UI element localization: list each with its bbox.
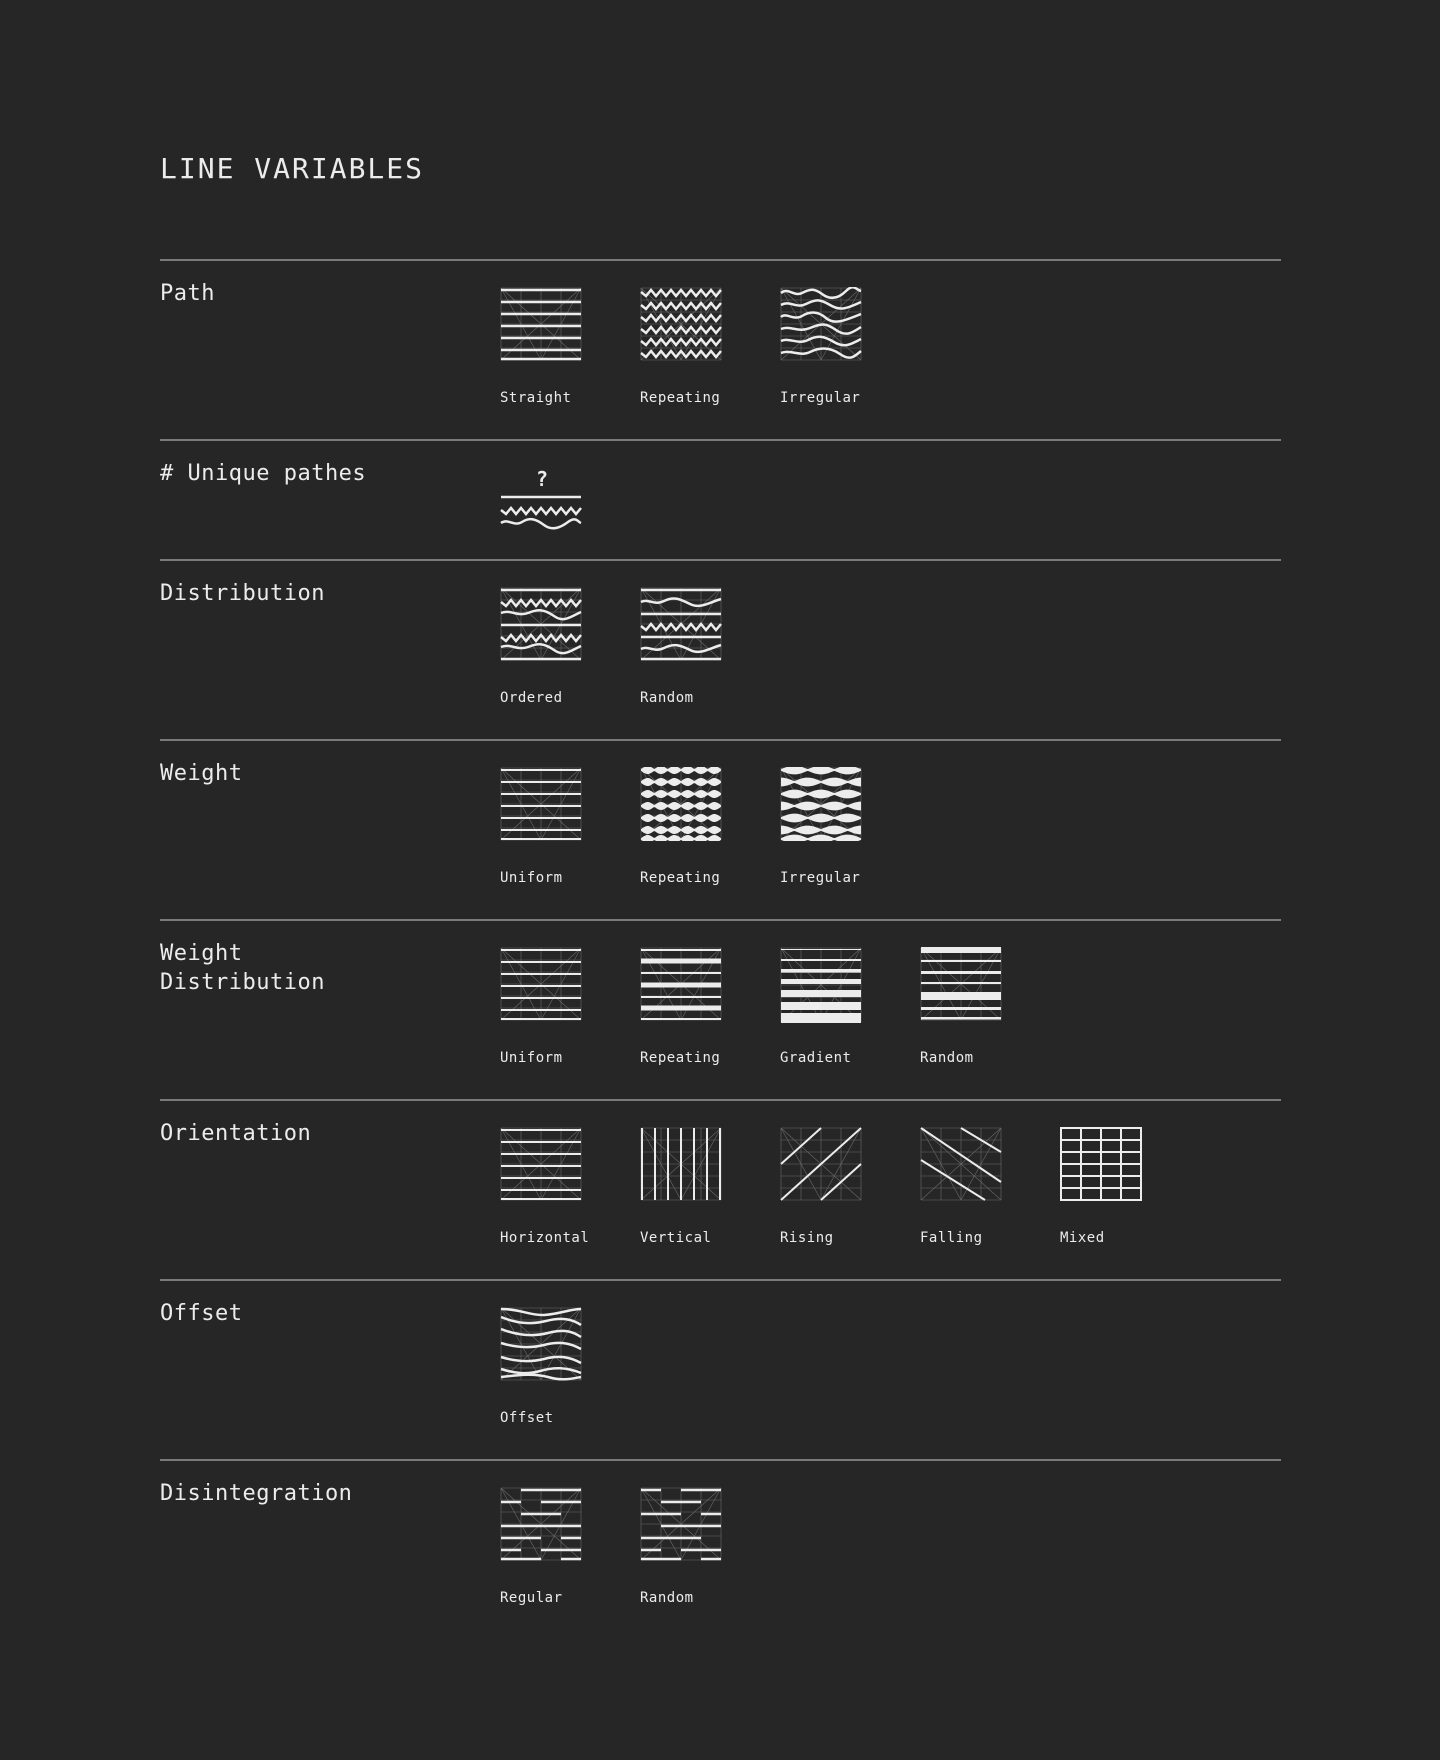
zigzag-lines-icon — [640, 287, 722, 361]
mixed-grid-icon — [1060, 1127, 1142, 1201]
variant-unique-pathes — [500, 463, 620, 533]
variant-label: Gradient — [780, 1050, 852, 1066]
regular-disintegration-icon — [500, 1487, 582, 1561]
variant-irregular — [780, 767, 900, 886]
row-distribution — [160, 559, 1281, 741]
row-label: Weight — [160, 761, 243, 786]
variant-label: Rising — [780, 1230, 834, 1246]
variant-label: Offset — [500, 1410, 554, 1426]
variant-regular — [500, 1487, 620, 1606]
variant-label: Regular — [500, 1590, 563, 1606]
variant-gradient — [780, 947, 900, 1066]
row-label: Path — [160, 281, 215, 306]
row-weight-distribution — [160, 919, 1281, 1101]
offset-wave-lines-icon — [500, 1307, 582, 1381]
variant-vertical — [640, 1127, 760, 1246]
rising-lines-icon — [780, 1127, 862, 1201]
uniform-weight-distribution-icon — [500, 947, 582, 1021]
vertical-lines-icon — [640, 1127, 722, 1201]
variant-horizontal — [500, 1127, 620, 1246]
row-label: Offset — [160, 1301, 243, 1326]
variant-repeating — [640, 947, 760, 1066]
variant-label: Repeating — [640, 1050, 721, 1066]
straight-lines-icon — [500, 287, 582, 361]
variant-label: Irregular — [780, 390, 861, 406]
row-label: Disintegration — [160, 1481, 353, 1506]
row-label: Weight Distribution — [160, 941, 325, 995]
variant-label: Falling — [920, 1230, 983, 1246]
variant-label: Uniform — [500, 870, 563, 886]
random-distribution-icon — [640, 587, 722, 661]
irregular-weight-icon — [780, 767, 862, 841]
repeating-weight-distribution-icon — [640, 947, 722, 1021]
variant-label: Ordered — [500, 690, 563, 706]
irregular-wave-lines-icon — [780, 287, 862, 361]
variant-label: Uniform — [500, 1050, 563, 1066]
variant-repeating — [640, 767, 760, 886]
question-mark: ? — [536, 467, 549, 491]
variant-repeating — [640, 287, 760, 406]
row-label: # Unique pathes — [160, 461, 367, 486]
row-path — [160, 259, 1281, 441]
row-unique-pathes — [160, 439, 1281, 561]
variant-random — [640, 1487, 760, 1606]
variant-rising — [780, 1127, 900, 1246]
variant-irregular — [780, 287, 900, 406]
variant-ordered — [500, 587, 620, 706]
variant-offset — [500, 1307, 620, 1426]
row-disintegration — [160, 1459, 1281, 1641]
variant-label: Vertical — [640, 1230, 712, 1246]
variant-label: Repeating — [640, 870, 721, 886]
repeating-weight-icon — [640, 767, 722, 841]
row-weight — [160, 739, 1281, 921]
variant-label: Straight — [500, 390, 572, 406]
row-label: Orientation — [160, 1121, 312, 1146]
variant-random — [640, 587, 760, 706]
variant-falling — [920, 1127, 1040, 1246]
falling-lines-icon — [920, 1127, 1002, 1201]
variant-straight — [500, 287, 620, 406]
variant-label: Random — [920, 1050, 974, 1066]
random-weight-distribution-icon — [920, 947, 1002, 1021]
ordered-distribution-icon — [500, 587, 582, 661]
variant-mixed — [1060, 1127, 1180, 1246]
row-offset — [160, 1279, 1281, 1461]
variant-label: Irregular — [780, 870, 861, 886]
variant-label: Horizontal — [500, 1230, 590, 1246]
horizontal-lines-icon — [500, 1127, 582, 1201]
variant-random — [920, 947, 1040, 1066]
variant-uniform — [500, 767, 620, 886]
random-disintegration-icon — [640, 1487, 722, 1561]
variant-label: Repeating — [640, 390, 721, 406]
variant-label: Random — [640, 690, 694, 706]
uniform-weight-icon — [500, 767, 582, 841]
unique-paths-icon — [500, 493, 582, 533]
variant-uniform — [500, 947, 620, 1066]
page-title: LINE VARIABLES — [160, 152, 425, 185]
variant-label: Random — [640, 1590, 694, 1606]
row-orientation — [160, 1099, 1281, 1281]
row-label: Distribution — [160, 581, 325, 606]
gradient-weight-distribution-icon — [780, 947, 862, 1023]
variant-label: Mixed — [1060, 1230, 1105, 1246]
